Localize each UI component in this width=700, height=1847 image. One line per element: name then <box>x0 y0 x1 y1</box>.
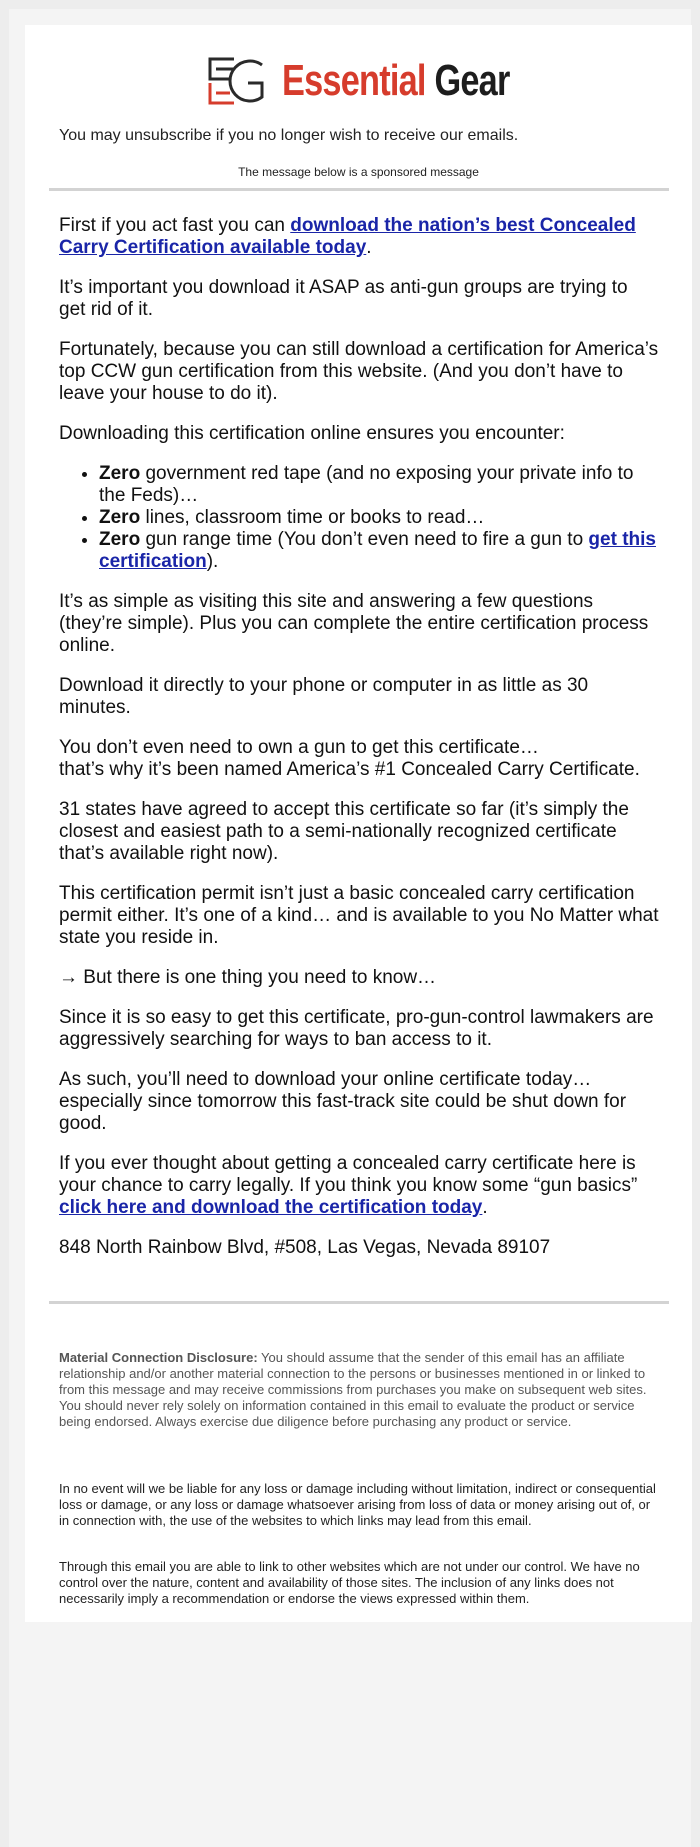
paragraph-4: Downloading this certification online ensures you encounter: <box>59 423 565 444</box>
footer-divider <box>49 1301 669 1304</box>
paragraph-6: Download it directly to your phone or computer in as little as 30 minutes. <box>59 675 589 718</box>
paragraph-8: 31 states have agreed to accept this certificate so far (it’s simply the closest and easiest path to a semi-nationally recognized certificate that’s available right now). <box>59 799 629 864</box>
disclosure-text: You should assume that the sender of this email has an affiliate relationship and/or another material connection to the persons or businesses mentioned in or linked to from this message and may receive commissions from purchases you make on subsequent web sites. You should never rely solely on information contained in this email to evaluate the product or service being endorsed. Always exercise due diligence before purchasing any product or service. <box>59 1350 647 1429</box>
external-links-notice: Through this email you are able to link to other websites which are not under our control. We have no control over the nature, content and availability of those sites. The inclusion of any links does not necessarily imply a recommendation or endorse the views expressed within them. <box>59 1559 640 1606</box>
bullet-text: government red tape (and no exposing your private info to the Feds)… <box>99 463 634 506</box>
click-here-download-link[interactable]: click here and download the certification today <box>59 1197 483 1218</box>
liability-notice: In no event will we be liable for any loss or damage including without limitation, indirect or consequential loss or damage, or any loss or damage whatsoever arising from loss of data or money arising out of, or in connection with, the use of the websites to which links may lead from this email. <box>59 1481 656 1528</box>
header-divider <box>49 188 669 191</box>
paragraph-13 <box>59 1153 659 1219</box>
list-item <box>99 507 659 529</box>
bullet-bold: Zero <box>99 463 141 484</box>
paragraph-12 <box>59 1069 659 1135</box>
p13-text: If you ever thought about getting a concealed carry certificate here is your chance to carry legally. If you think you know some “gun basics” <box>59 1153 638 1196</box>
bullet-text: gun range time (You don’t even need to fire a gun to <box>140 529 589 550</box>
p12-line-1: As such, you’ll need to download your online certificate today… <box>59 1069 592 1090</box>
bullet-bold: Zero <box>99 507 141 528</box>
eg-logo-icon <box>204 55 268 107</box>
brand-word-2: Gear <box>434 56 510 105</box>
brand-word-1: Essential <box>281 56 426 105</box>
sponsored-notice: The message below is a sponsored message <box>238 165 479 179</box>
paragraph-1 <box>59 215 659 259</box>
postal-address: 848 North Rainbow Blvd, #508, Las Vegas, Nevada 89107 <box>59 1237 551 1258</box>
paragraph-7 <box>59 737 659 781</box>
bullet-text: lines, classroom time or books to read… <box>140 507 485 528</box>
bullet-bold: Zero <box>99 529 141 550</box>
paragraph-11: Since it is so easy to get this certificate, pro-gun-control lawmakers are aggressively searching for ways to ban access to it. <box>59 1007 654 1050</box>
get-certification-link[interactable]: get this certification <box>99 529 656 572</box>
list-item <box>99 529 659 573</box>
p1-text: First if you act fast you can <box>59 215 291 236</box>
paragraph-3: Fortunately, because you can still download a certification for America’s top CCW gun certification from this website. (And you don’t have to leave your house to do it). <box>59 339 659 404</box>
email-body <box>59 215 659 1277</box>
brand-logo[interactable] <box>25 53 692 109</box>
unsubscribe-notice: You may unsubscribe if you no longer wish to receive our emails. <box>59 127 519 144</box>
p13-end: . <box>482 1197 488 1218</box>
brand-name <box>282 56 510 106</box>
email-card <box>25 25 692 1622</box>
paragraph-10: → But there is one thing you need to know… <box>59 967 437 988</box>
material-disclosure <box>59 1350 659 1430</box>
list-item <box>99 463 659 507</box>
p12-line-2: especially since tomorrow this fast-track site could be shut down for good. <box>59 1091 627 1134</box>
disclosure-label: Material Connection Disclosure: <box>59 1350 258 1365</box>
paragraph-9: This certification permit isn’t just a basic concealed carry certification permit either. It’s one of a kind… and is available to you No Matter what state you reside in. <box>59 883 659 948</box>
download-certification-link[interactable]: download the nation’s best Concealed Carry Certification available today <box>59 215 636 258</box>
p7-line-1: You don’t even need to own a gun to get this certificate… <box>59 737 539 758</box>
p7-line-2: that’s why it’s been named America’s #1 Concealed Carry Certificate. <box>59 759 640 780</box>
paragraph-5: It’s as simple as visiting this site and answering a few questions (they’re simple). Plus you can complete the entire certification process online. <box>59 591 649 656</box>
p1-end: . <box>366 237 372 258</box>
bullet-end: ). <box>206 551 219 572</box>
email-background <box>9 9 691 1847</box>
paragraph-2: It’s important you download it ASAP as anti-gun groups are trying to get rid of it. <box>59 277 628 320</box>
benefits-list <box>59 463 659 573</box>
